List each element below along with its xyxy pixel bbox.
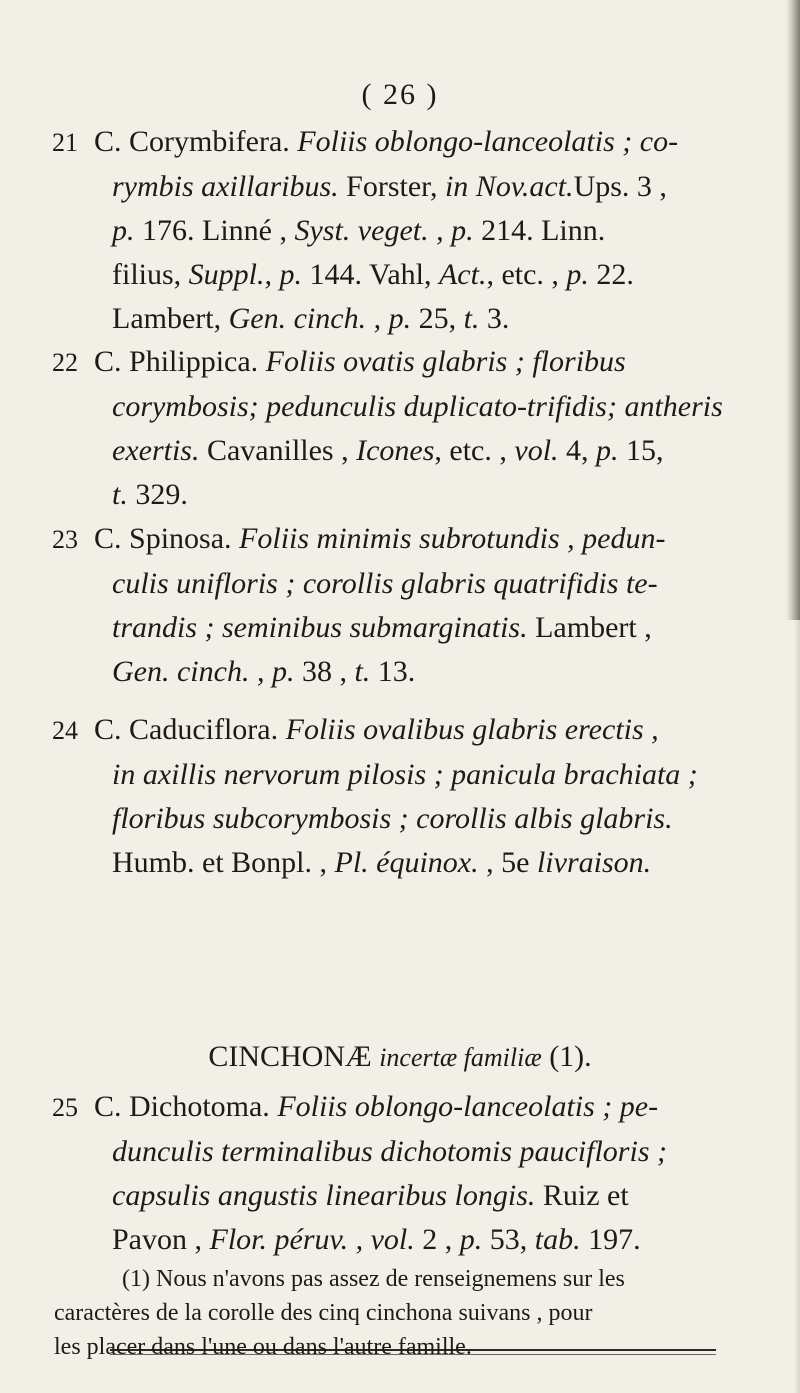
footnote-line: caractères de la corolle des cinq cinchona suivans , pour (54, 1300, 593, 1326)
entry-text: C. Corymbifera. (94, 125, 298, 158)
entry-text: p. (112, 214, 135, 247)
entry-line (52, 385, 772, 429)
entry-text: Foliis minimis subrotundis , pedun- (239, 522, 666, 555)
entry-line (52, 1218, 772, 1262)
entry-line (52, 1085, 772, 1130)
entry-line (52, 253, 772, 297)
entry-text: C. Dichotoma. (94, 1090, 278, 1123)
entry-text: C. Philippica. (94, 345, 266, 378)
entry-text: culis unifloris ; corollis glabris quatrifidis te- (112, 567, 658, 600)
entry-text: 2 , (414, 1223, 460, 1256)
entry-text: t. (354, 655, 371, 688)
entry-text: t. (112, 478, 128, 511)
section-title-note-ref: (1). (549, 1040, 592, 1073)
entry-line (52, 753, 772, 797)
entry-number: 24 (52, 716, 78, 745)
entry-text: 329. (127, 478, 188, 511)
entry-text: Foliis ovatis glabris ; floribus (265, 345, 626, 378)
entry-text: 22. (588, 258, 634, 291)
footnote (54, 1262, 732, 1364)
entry-line (52, 517, 772, 562)
entry-text: 144. Vahl, (302, 258, 439, 291)
footnote-line: les placer dans l'une ou dans l'autre famille. (54, 1334, 472, 1360)
entry-text: in axillis nervorum pilosis ; panicula brachiata ; (112, 758, 698, 791)
entry-line (52, 165, 772, 209)
entry-text: 197. (580, 1223, 641, 1256)
entry-text: , etc. , (486, 258, 567, 291)
entry-line (52, 473, 772, 517)
page-edge-shadow (794, 620, 800, 1393)
entry-text: floribus subcorymbosis ; corollis albis glabris. (112, 802, 673, 835)
entry-text: 13. (370, 655, 416, 688)
section-title-main: CINCHONÆ (208, 1040, 372, 1073)
entry-text: 3. (479, 302, 510, 335)
entry-number: 22 (52, 348, 78, 377)
entry-text: 25, (411, 302, 464, 335)
entry-text: Gen. cinch. , p. (228, 302, 412, 335)
entry-text: Syst. veget. , p. (294, 214, 474, 247)
entry-text: Lambert, (112, 302, 229, 335)
entry-text: p. (596, 434, 619, 467)
entry-line (52, 606, 772, 650)
entry-number: 21 (52, 128, 78, 157)
entry-line (52, 650, 772, 694)
entry-text: rymbis axillaribus. (112, 170, 339, 203)
entry-text: vol. (514, 434, 559, 467)
entry-text: Foliis oblongo-lanceolatis ; pe- (277, 1090, 659, 1123)
entry-text: Act. (438, 258, 487, 291)
entry-text: Ruiz et (535, 1179, 629, 1212)
entry-text: livraison. (536, 846, 652, 879)
entry-text: Humb. et Bonpl. , (112, 846, 335, 879)
entry-text: 53, (482, 1223, 535, 1256)
section-title-italic: incertæ familiæ (379, 1043, 542, 1072)
entry-text: Forster, (338, 170, 445, 203)
entry-text: Foliis ovalibus glabris erectis , (285, 713, 659, 746)
entry-text: Icones (356, 434, 435, 467)
entry-line (52, 429, 772, 473)
entry-23 (52, 517, 772, 694)
entry-line (52, 297, 772, 341)
entry-number: 25 (52, 1093, 78, 1122)
entry-text: corymbosis; pedunculis duplicato-trifidis; antheris (112, 390, 723, 423)
entry-text: Pl. équinox. (334, 846, 479, 879)
section-title (0, 1040, 800, 1074)
entry-text: Pavon , (112, 1223, 210, 1256)
entry-text: in Nov.act. (444, 170, 574, 203)
entry-text: tab. (534, 1223, 581, 1256)
entry-text: dunculis terminalibus dichotomis paucifloris ; (112, 1135, 667, 1168)
entry-line (52, 841, 772, 885)
entry-text: Flor. péruv. , vol. (209, 1223, 415, 1256)
entry-text: filius, (112, 258, 189, 291)
entry-text: Foliis oblongo-lanceolatis ; co- (297, 125, 679, 158)
entry-text: 214. Linn. (473, 214, 606, 247)
entry-line (52, 1174, 772, 1218)
entry-text: p. (459, 1223, 483, 1256)
entry-text: , etc. , (434, 434, 515, 467)
entry-25 (52, 1085, 772, 1262)
entry-number: 23 (52, 525, 78, 554)
footnote-line: (1) Nous n'avons pas assez de renseignemens sur les (122, 1266, 625, 1292)
entry-text: trandis ; seminibus submarginatis. (112, 611, 528, 644)
entry-text: 176. Linné , (134, 214, 295, 247)
entry-text: exertis. (112, 434, 200, 467)
entry-line (52, 708, 772, 753)
entry-21 (52, 120, 772, 341)
entry-line (52, 209, 772, 253)
entry-text: p. (566, 258, 589, 291)
entry-line (52, 1130, 772, 1174)
entry-text: 4, (558, 434, 597, 467)
entry-text: C. Spinosa. (94, 522, 240, 555)
entry-text: Suppl., p. (188, 258, 303, 291)
page-number: ( 26 ) (361, 78, 439, 111)
entry-text: Cavanilles , (199, 434, 357, 467)
entry-text: Gen. cinch. , p. (112, 655, 295, 688)
entry-line (52, 340, 772, 385)
entry-text: 38 , (294, 655, 355, 688)
entry-24 (52, 708, 772, 885)
entry-text: t. (463, 302, 480, 335)
entry-text: 15, (618, 434, 664, 467)
entry-text: Lambert , (527, 611, 652, 644)
entry-text: C. Caduciflora. (94, 713, 286, 746)
entry-line (52, 562, 772, 606)
entry-line (52, 120, 772, 165)
entry-line (52, 797, 772, 841)
entry-22 (52, 340, 772, 517)
entry-text: , 5e (478, 846, 537, 879)
entry-text: capsulis angustis linearibus longis. (112, 1179, 536, 1212)
entry-text: Ups. 3 , (573, 170, 667, 203)
